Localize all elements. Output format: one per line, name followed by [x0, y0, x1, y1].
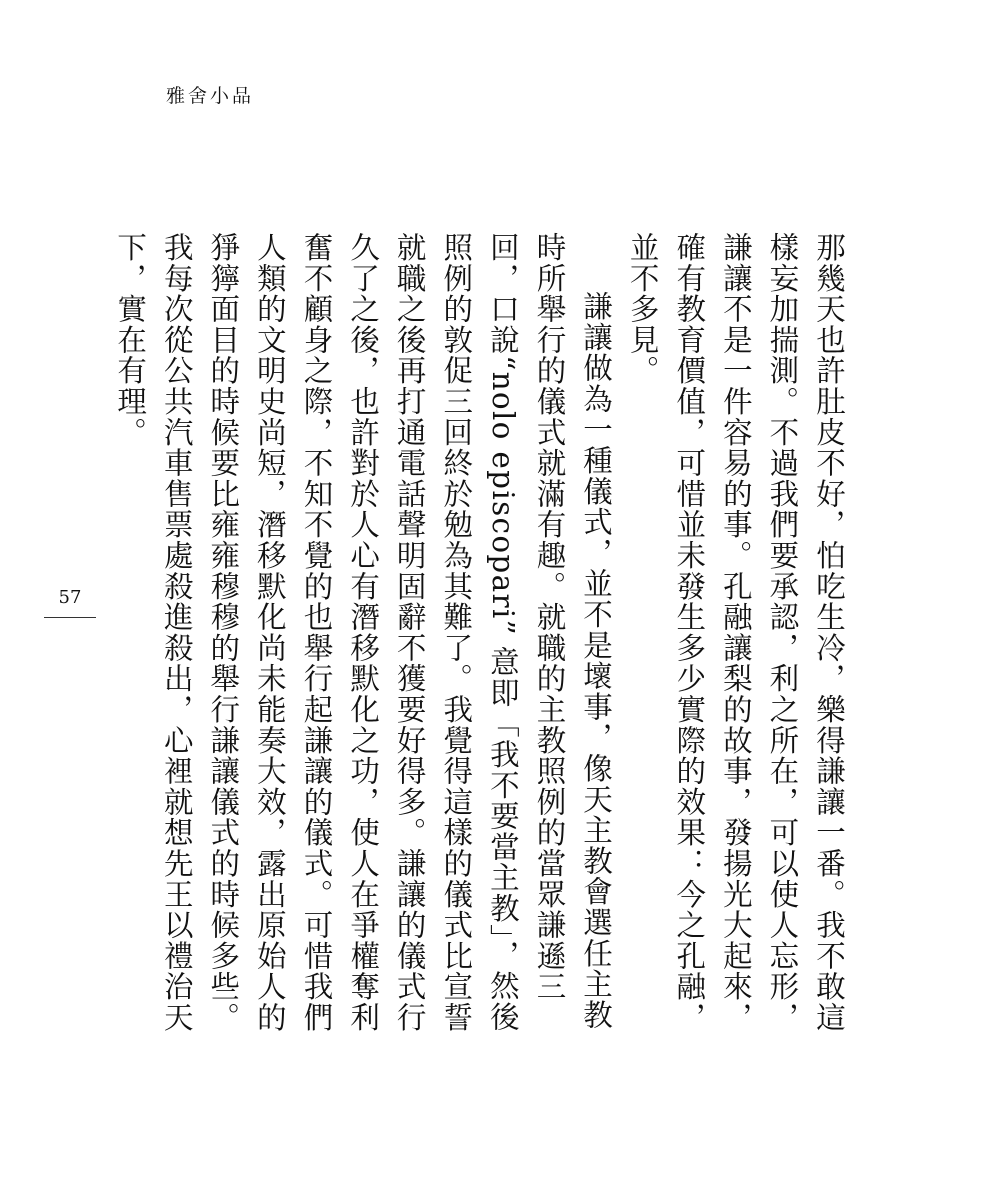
body-text: [107, 232, 853, 1052]
page-number: 57: [58, 587, 82, 608]
running-header: 雅舍小品: [166, 85, 255, 107]
paragraph-2: 謙讓做為一種儀式，並不是壞事，像天主教會選任主教時所舉行的儀式就滿有趣。就職的主教照例的當眾謙遜三回，口說“nolo episcopari” 意即「我不要當主教」，然後照例的敦促三回終於勉為其難了。我覺得這樣的儀式比宣誓就職之後再打通電話聲明固辭不獲要好得多。謙讓的儀式行久了之後，也許對於人心有潛移默化之功，使人在爭權奪利奮不顧身之際，不知不覺的也舉行起謙讓的儀式。可惜我們人類的文明史尚短，潛移默化尚未能奏大效，露出原始人的猙獰面目的時候要比雍雍穆穆的舉行謙讓儀式的時候多些。我每次從公共汽車售票處殺進殺出，心裡就想先王以禮治天下，實在有理。: [113, 232, 614, 1033]
paragraph-1: 那幾天也許肚皮不好，怕吃生冷，樂得謙讓一番。我不敢這樣妄加揣測。不過我們要承認，利之所在，可以使人忘形，謙讓不是一件容易的事。孔融讓梨的故事，發揚光大起來，確有教育價值，可惜並未發生多少實際的效果：今之孔融，並不多見。: [625, 232, 846, 1033]
page-number-rule: [44, 617, 96, 618]
